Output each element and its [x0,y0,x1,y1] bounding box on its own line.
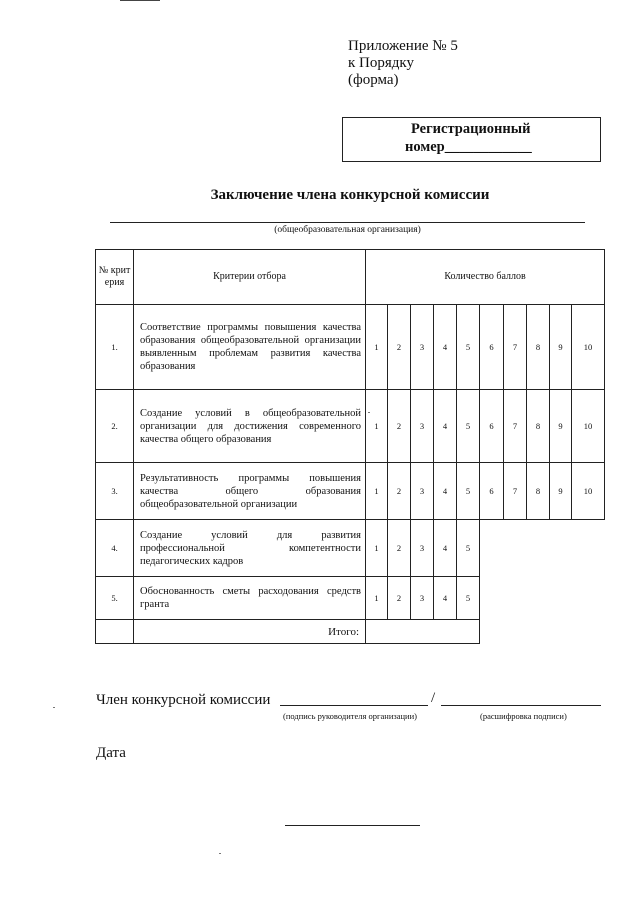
decoding-caption: (расшифровка подписи) [480,711,567,721]
score-cell[interactable]: 8 [527,305,550,390]
score-cell[interactable]: 7 [504,390,527,463]
score-cell[interactable]: 9 [550,390,572,463]
commission-member-label: Член конкурсной комиссии [96,692,271,708]
header-number: № крит ерия [96,250,134,305]
registration-number-field: номер____________ [405,139,532,155]
score-cell[interactable]: 4 [434,390,457,463]
appendix-line-2: к Порядку [348,55,414,71]
criterion-text: Создание условий в общеобразовательной организации для достижения современного качества общего образования [134,390,366,463]
table-row [96,520,605,577]
score-cell[interactable]: 9 [550,463,572,520]
score-cell[interactable]: 4 [434,577,457,620]
top-edge-mark [120,0,160,1]
score-cell[interactable]: 6 [480,390,504,463]
score-cell[interactable]: 5 [457,305,480,390]
score-cell[interactable]: 4 [434,305,457,390]
registration-number-box [342,117,601,162]
score-cell[interactable]: 2 [388,577,411,620]
score-cell[interactable]: 6 [480,305,504,390]
score-cell[interactable]: 5 [457,463,480,520]
scan-speck [53,707,55,708]
score-cell[interactable]: 8 [527,463,550,520]
row-number: 4. [96,520,134,577]
score-cell[interactable]: 2 [388,463,411,520]
scan-speck [219,853,221,854]
criterion-text: Обоснованность сметы расходования средств гранта [134,577,366,620]
signature-decoding-line[interactable] [441,705,601,706]
score-cell[interactable]: 10 [572,463,605,520]
scan-speck [368,412,370,413]
criterion-text: Результативность программы повышения качества общего образования общеобразовательной организации [134,463,366,520]
score-cell[interactable]: 5 [457,520,480,577]
row-number: 2. [96,390,134,463]
row-number: 1. [96,305,134,390]
score-cell[interactable]: 10 [572,305,605,390]
score-cell[interactable]: 3 [411,520,434,577]
score-cell[interactable]: 1 [366,305,388,390]
total-label: Итого: [134,620,366,644]
score-cell[interactable]: 3 [411,463,434,520]
score-cell[interactable]: 1 [366,577,388,620]
total-number-cell [96,620,134,644]
score-cell[interactable]: 1 [366,520,388,577]
row-number: 3. [96,463,134,520]
criterion-text: Создание условий для развития профессиональной компетентности педагогических кадров [134,520,366,577]
criteria-table [95,249,605,644]
header-points: Количество баллов [366,250,605,305]
appendix-line-1: Приложение № 5 [348,38,458,54]
signature-slash: / [431,690,436,706]
score-cell[interactable]: 8 [527,390,550,463]
registration-label: Регистрационный [411,121,531,137]
score-cell[interactable]: 5 [457,390,480,463]
score-cell[interactable]: 2 [388,305,411,390]
table-row [96,305,605,390]
signature-caption: (подпись руководителя организации) [283,711,417,721]
appendix-line-3: (форма) [348,72,399,88]
table-row [96,390,605,463]
score-cell[interactable]: 3 [411,305,434,390]
total-value-cell[interactable] [366,620,480,644]
score-cell[interactable]: 7 [504,463,527,520]
score-cell[interactable]: 3 [411,390,434,463]
score-cell[interactable]: 7 [504,305,527,390]
date-label: Дата [96,745,126,761]
unused-score-area [480,520,605,644]
score-cell[interactable]: 1 [366,390,388,463]
score-cell[interactable]: 9 [550,305,572,390]
appendix-heading [348,38,458,89]
score-cell[interactable]: 2 [388,390,411,463]
organization-name-line [110,222,585,223]
table-header-row [96,250,605,305]
score-cell[interactable]: 2 [388,520,411,577]
signature-line[interactable] [280,705,428,706]
score-cell[interactable]: 1 [366,463,388,520]
document-title: Заключение члена конкурсной комиссии [210,187,490,203]
score-cell[interactable]: 10 [572,390,605,463]
header-criteria: Критерии отбора [134,250,366,305]
score-cell[interactable]: 3 [411,577,434,620]
score-cell[interactable]: 4 [434,463,457,520]
score-cell[interactable]: 4 [434,520,457,577]
score-cell[interactable]: 5 [457,577,480,620]
row-number: 5. [96,577,134,620]
date-line[interactable] [285,825,420,826]
score-cell[interactable]: 6 [480,463,504,520]
organization-caption: (общеобразовательная организация) [274,225,421,235]
table-row [96,463,605,520]
criterion-text: Соответствие программы повышения качества образования общеобразовательной организации выявленным проблемам развития качества образования [134,305,366,390]
